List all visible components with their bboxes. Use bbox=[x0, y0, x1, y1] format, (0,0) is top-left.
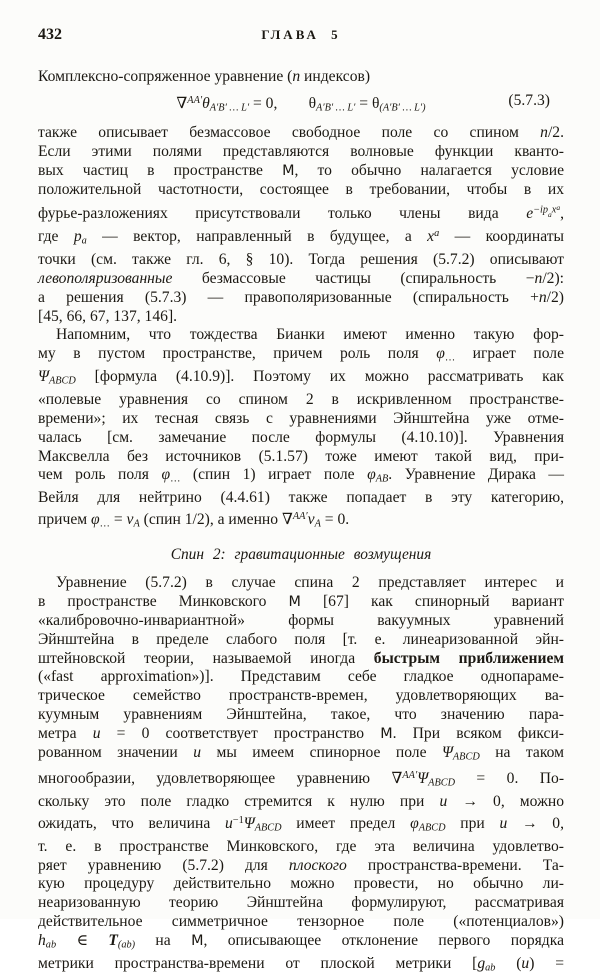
text-line bbox=[38, 345, 564, 368]
text-run: ожидать, что величина bbox=[38, 814, 225, 832]
text-run: … bbox=[170, 473, 181, 485]
text-run: AB bbox=[375, 473, 389, 485]
paragraph bbox=[38, 124, 564, 326]
text-line bbox=[38, 857, 564, 876]
text-run: плоского bbox=[288, 856, 347, 874]
text-run: пространства-времени. Та- bbox=[346, 856, 564, 874]
text-run: a bbox=[548, 210, 552, 220]
text-run: . Уравнение Дирака — bbox=[388, 466, 565, 484]
text-run: [67] как спинорный вариант bbox=[300, 593, 564, 611]
text-line bbox=[38, 955, 564, 978]
text-run: ABCD bbox=[418, 822, 446, 833]
text-run: кую процедуру действительно можно провести, но обычно ли- bbox=[38, 875, 564, 893]
text-run: M bbox=[282, 162, 295, 179]
text-run: (спин 1) играет поле bbox=[180, 466, 368, 484]
text-run: ∈ bbox=[56, 931, 109, 949]
text-run: где bbox=[38, 228, 74, 246]
text-run: «полевые уравнения со спином 2 в искривленном пространстве- bbox=[38, 391, 564, 409]
text-run: AA′ bbox=[402, 769, 418, 781]
text-run: времени»; их тесная связь с уравнениями Эйнштейна уже отме- bbox=[38, 409, 564, 427]
text-run: на bbox=[135, 931, 192, 949]
text-run: φ bbox=[436, 345, 445, 363]
text-run: [формула (4.10.9)]. Поэтому их можно рассматривать как bbox=[75, 368, 564, 386]
text-run: a bbox=[556, 203, 561, 213]
text-run: … bbox=[444, 352, 456, 364]
text-run: — координаты bbox=[439, 228, 564, 246]
text-run: → 0, можно bbox=[447, 792, 564, 810]
text-run: /2): bbox=[542, 269, 564, 287]
text-line bbox=[38, 143, 564, 162]
text-run: индексов) bbox=[300, 68, 371, 85]
text-run: → 0, bbox=[507, 814, 564, 832]
text-run: , то обычно налагается условие bbox=[294, 161, 564, 179]
text-run: фурье-разложениях присутствовали только члены вида bbox=[38, 205, 527, 223]
text-line bbox=[38, 489, 564, 508]
text-run: Вейля для нейтрино (4.4.61) также попадает в эту категорию, bbox=[38, 489, 564, 507]
text-run: n bbox=[534, 269, 543, 287]
text-line bbox=[38, 391, 564, 410]
text-run: /2) bbox=[546, 288, 564, 306]
text-run: играет поле bbox=[455, 345, 564, 363]
text-run: −ip bbox=[533, 205, 549, 217]
page-number: 432 bbox=[38, 26, 62, 43]
text-run: («fast approximation»)]. Представим себе гладкое однопараме- bbox=[38, 668, 564, 686]
text-line bbox=[38, 410, 564, 429]
text-run: φ bbox=[367, 466, 376, 484]
text-run: ABCD bbox=[48, 375, 76, 387]
text-run: чем роль поля bbox=[38, 466, 162, 484]
text-run: Уравнение (5.7.2) в случае спина 2 представляет интерес и bbox=[56, 574, 564, 592]
text-line bbox=[38, 466, 564, 489]
text-run: ν bbox=[307, 511, 315, 529]
text-run: u bbox=[224, 814, 233, 832]
text-run: … bbox=[99, 518, 110, 530]
text-run: метра bbox=[38, 724, 93, 742]
text-line bbox=[38, 687, 564, 706]
text-run: (спин 1/2), а именно bbox=[139, 511, 282, 529]
text-run: ab bbox=[45, 939, 57, 951]
text-line bbox=[38, 289, 564, 308]
section-heading bbox=[38, 545, 564, 564]
text-run: = θ bbox=[355, 94, 380, 112]
text-run: Ψ bbox=[441, 743, 453, 761]
text-run: φ bbox=[91, 511, 100, 529]
text-line bbox=[38, 812, 564, 838]
text-run: ряет уравнению (5.7.2) для bbox=[38, 856, 289, 874]
text-run: действительное симметричное тензорное поле («потенциалов») bbox=[38, 912, 564, 930]
text-line bbox=[38, 199, 564, 225]
text-run: φ bbox=[161, 466, 171, 484]
text-run: безмассовые частицы (спиральность − bbox=[172, 269, 535, 287]
text-run: т. е. в пространстве Минковского, где эта величина удовлетво- bbox=[38, 837, 564, 855]
text-line bbox=[38, 668, 564, 687]
text-line bbox=[38, 326, 564, 345]
equation bbox=[38, 91, 564, 117]
page-body bbox=[38, 68, 564, 978]
text-run: Максвелла без источников (5.1.57) тоже имеют такой вид, при- bbox=[38, 447, 564, 465]
text-run: Напомним, что тождества Бианки имеют именно такую фор- bbox=[56, 326, 564, 344]
text-run: A′B′ … L′ bbox=[316, 102, 356, 114]
text-run: [45, 66, 67, 137, 146]. bbox=[38, 307, 178, 325]
text-run: Если этими полями представляются волновые функции кванто- bbox=[38, 142, 564, 160]
text-run: трическое семейство пространств-времен, удовлетворяющих ва- bbox=[38, 687, 564, 705]
text-run: , bbox=[560, 205, 564, 223]
text-run: Ψ bbox=[38, 368, 49, 386]
text-run: . При всяком фикси- bbox=[392, 724, 564, 742]
text-run: положительной частотности, состоящее в требовании, чтобы в их bbox=[38, 180, 564, 198]
paragraph bbox=[38, 68, 564, 87]
text-run: x bbox=[551, 205, 557, 217]
text-line bbox=[38, 368, 564, 391]
text-run: φ bbox=[410, 814, 419, 832]
text-run: ∇ bbox=[281, 511, 293, 529]
text-line bbox=[38, 162, 564, 181]
text-line bbox=[38, 448, 564, 467]
text-run: M bbox=[191, 932, 204, 949]
text-run: u bbox=[521, 954, 530, 972]
text-run: AA′ bbox=[292, 511, 308, 523]
text-run: ν bbox=[126, 511, 134, 529]
chapter-title: ГЛАВА 5 bbox=[261, 27, 341, 42]
text-run: скольку это поле гладко стремится к нулю при bbox=[38, 792, 440, 810]
text-run: Спин 2: гравитационные возмущения bbox=[170, 546, 432, 564]
text-run: чалась [см. замечание после формулы (4.10.10)]. Уравнения bbox=[38, 428, 564, 446]
text-run: многообразии, удовлетворяющее уравнению bbox=[38, 769, 392, 787]
text-run: n bbox=[540, 124, 548, 142]
text-line bbox=[38, 308, 564, 327]
text-run: T bbox=[108, 931, 118, 949]
text-run: = bbox=[109, 511, 127, 529]
text-run: = 0. bbox=[320, 511, 350, 529]
text-run: (ab) bbox=[117, 939, 136, 951]
text-run: u bbox=[92, 724, 101, 742]
text-line bbox=[38, 593, 564, 612]
text-run: ABCD bbox=[428, 777, 456, 789]
text-run: u bbox=[499, 814, 508, 832]
text-run: u bbox=[193, 743, 202, 761]
text-run: ABCD bbox=[254, 822, 282, 833]
text-run: /2. bbox=[547, 124, 564, 142]
text-run: ∇ bbox=[391, 769, 403, 787]
text-run: n bbox=[292, 68, 301, 85]
text-line bbox=[38, 251, 564, 270]
text-run: u bbox=[439, 792, 448, 810]
text-run: g bbox=[477, 954, 486, 972]
text-run: = 0 соответствует пространство bbox=[100, 724, 381, 742]
text-run: также описывает безмассовое свободное поле со спином bbox=[38, 124, 541, 142]
text-run: A bbox=[133, 518, 140, 530]
text-line bbox=[38, 913, 564, 932]
text-run: , описывающее отклонение первого порядка bbox=[203, 931, 564, 949]
text-run: (A′B′ … L′) bbox=[379, 102, 426, 114]
text-run: на таком bbox=[479, 743, 564, 761]
text-run: Эйнштейна в пределе слабого поля [т. е. линеаризованной эйн- bbox=[38, 630, 564, 648]
text-line bbox=[38, 574, 564, 593]
text-run: a bbox=[81, 235, 87, 247]
text-run: а решения (5.7.3) — правополяризованные (спиральность + bbox=[38, 288, 539, 306]
text-line bbox=[38, 725, 564, 744]
equation-formula bbox=[38, 91, 564, 117]
text-run: h bbox=[38, 931, 46, 949]
paragraph bbox=[38, 574, 564, 977]
text-line bbox=[38, 650, 564, 669]
text-run: метрики пространства-времени от плоской метрики [ bbox=[38, 954, 478, 972]
text-run: x bbox=[427, 228, 435, 246]
text-run: n bbox=[538, 288, 547, 306]
text-run: ab bbox=[485, 962, 496, 974]
text-line bbox=[38, 181, 564, 200]
text-run: Комплексно-сопряженное уравнение ( bbox=[38, 68, 293, 85]
text-run: AA′ bbox=[187, 94, 203, 106]
text-run: в пространстве Минковского bbox=[38, 593, 289, 611]
text-run: при bbox=[445, 814, 500, 832]
text-run: = 0. По- bbox=[455, 769, 565, 787]
text-run: A bbox=[314, 518, 321, 530]
page-header bbox=[38, 26, 564, 44]
text-line bbox=[38, 894, 564, 913]
text-run: мы имеем спинорное поле bbox=[201, 743, 442, 761]
text-run: A′B′ … L′ bbox=[209, 102, 250, 114]
text-line bbox=[38, 508, 564, 534]
text-run: ( bbox=[495, 954, 522, 972]
text-run: левополяризованные bbox=[38, 269, 173, 287]
text-run: му в пустом пространстве, причем роль поля bbox=[38, 345, 437, 363]
text-line bbox=[38, 767, 564, 793]
text-run: Ψ bbox=[417, 769, 429, 787]
paragraph bbox=[38, 326, 564, 534]
text-line bbox=[38, 744, 564, 767]
text-run: M bbox=[380, 725, 393, 742]
text-line bbox=[38, 68, 564, 87]
text-run: e bbox=[526, 205, 534, 223]
text-run: θ bbox=[202, 94, 210, 112]
text-run: быстрым приближением bbox=[373, 649, 564, 667]
text-line bbox=[38, 875, 564, 894]
text-line bbox=[38, 838, 564, 857]
text-run: причем bbox=[38, 511, 92, 529]
text-line bbox=[38, 225, 564, 251]
text-run: куумным уравнениям Эйнштейна, такое, что значению пара- bbox=[38, 705, 564, 723]
text-line bbox=[38, 429, 564, 448]
text-run: ABCD bbox=[452, 750, 480, 762]
text-run: = 0, θ bbox=[249, 94, 317, 112]
text-run: ) = bbox=[529, 954, 565, 972]
text-run: рованном значении bbox=[38, 743, 194, 761]
text-run: Ψ bbox=[243, 814, 255, 832]
text-run: имеет предел bbox=[281, 814, 411, 832]
text-line bbox=[38, 612, 564, 631]
text-line bbox=[38, 270, 564, 289]
text-run: — вектор, направленный в будущее, а bbox=[86, 228, 428, 246]
text-line bbox=[38, 124, 564, 143]
text-line bbox=[38, 631, 564, 650]
text-run: неаризованную теорию Эйнштейна формулируют, рассматривая bbox=[38, 894, 564, 912]
text-run: вых частиц в пространстве bbox=[38, 161, 283, 179]
text-run: «калибровочно-инвариантной» формы вакуумных уравнений bbox=[38, 612, 564, 629]
text-run: M bbox=[288, 594, 301, 611]
equation-number: (5.7.3) bbox=[508, 91, 550, 109]
text-run: точки (см. также гл. 6, § 10). Тогда решения (5.7.2) описывают bbox=[38, 251, 564, 269]
text-run: p bbox=[73, 228, 82, 246]
text-line bbox=[38, 932, 564, 955]
text-run: ∇ bbox=[176, 94, 188, 112]
text-line bbox=[38, 706, 564, 725]
text-run: −1 bbox=[232, 814, 244, 826]
text-run: a bbox=[434, 227, 440, 239]
text-line bbox=[38, 793, 564, 812]
text-run: штейновской теории, называемой иногда bbox=[38, 649, 374, 667]
